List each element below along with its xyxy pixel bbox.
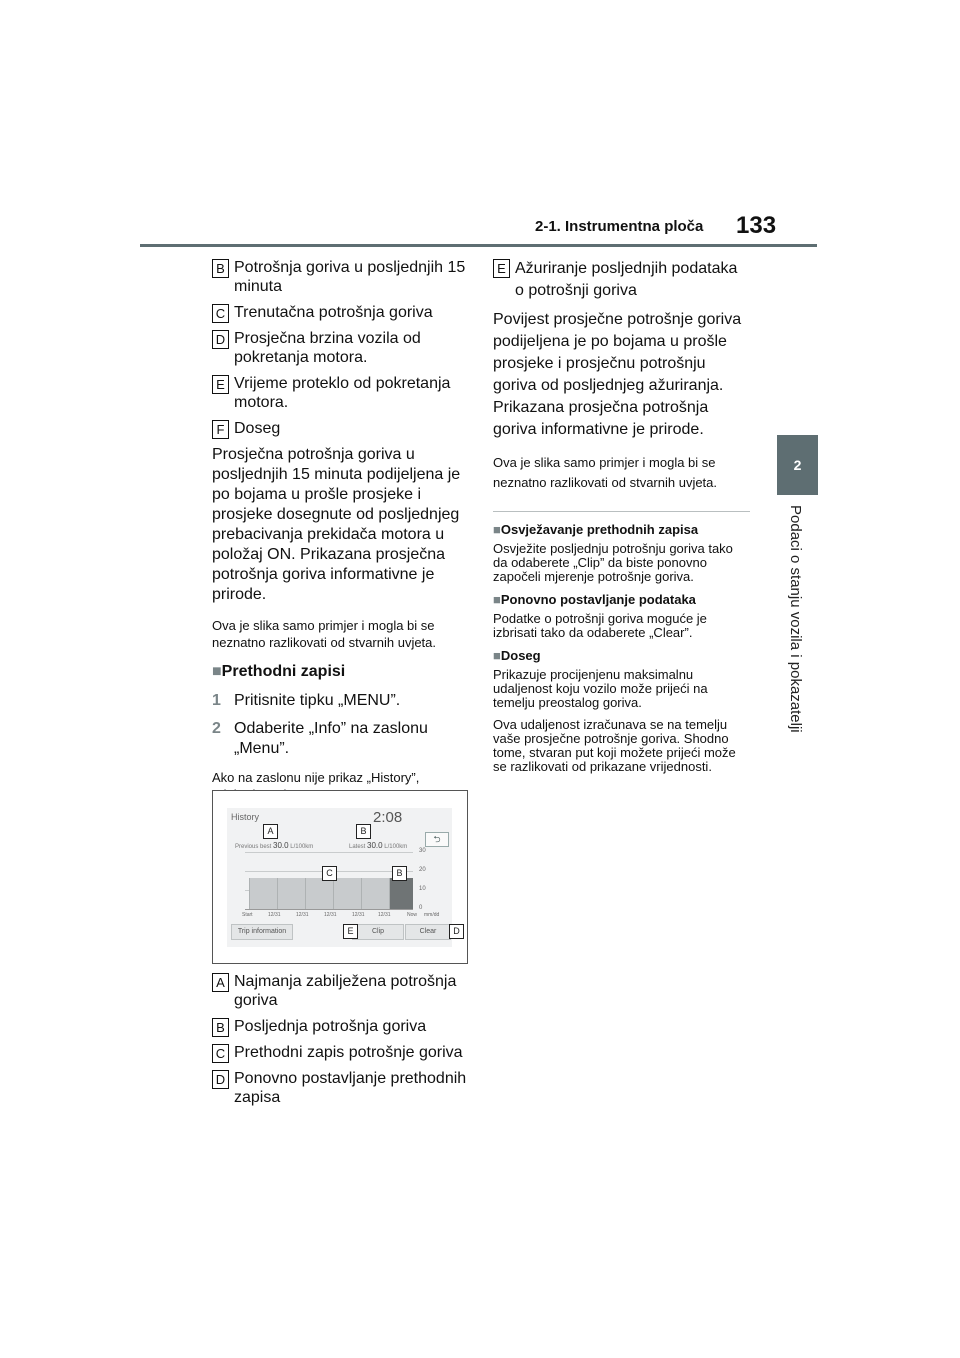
legend-text: Potrošnja goriva u posljednjih 15 minuta	[234, 259, 466, 295]
legend-item-e	[212, 374, 472, 412]
section-heading: ■Doseg	[493, 648, 541, 663]
history-screen	[227, 808, 460, 947]
legend-text: Trenutačna potrošnja goriva	[234, 304, 433, 321]
body-paragraph: Prosječna potrošnja goriva u posljednjih 15 minuta podijeljena je po bojama u prošle prosjeke i prosjeke dosegnute od posljednjeg prebacivanja prekidača motora u položaj ON. Prikazana prosječna potrošnja goriva informativne je prirode.	[212, 446, 461, 603]
callout-e: E	[343, 924, 358, 939]
section-text: Osvježite posljednju potrošnju goriva tako da odaberete „Clip” da biste ponovno započeli mjerenje potrošnje goriva.	[493, 541, 733, 584]
step-text: Pritisnite tipku „MENU”.	[234, 692, 401, 709]
reset-section	[493, 592, 750, 640]
legend-item-e	[493, 258, 750, 302]
y-tick: 0	[419, 905, 423, 911]
legend-text: Prosječna brzina vozila od pokretanja motora.	[234, 330, 421, 366]
grid-baseline	[245, 909, 413, 910]
image-note: Ova je slika samo primjer i mogla bi se neznatno razlikovati od stvarnih uvjeta.	[493, 455, 718, 490]
y-tick: 30	[419, 848, 426, 854]
x-tick: 12/31	[378, 912, 391, 918]
step-text: Odaberite „Info” na zaslonu „Menu”.	[234, 720, 428, 757]
y-tick: 20	[419, 867, 426, 873]
history-bar	[305, 878, 333, 909]
clear-button[interactable]: Clear	[405, 924, 451, 940]
legend-item-c	[212, 1043, 472, 1062]
legend-text: Posljednja potrošnja goriva	[234, 1018, 427, 1035]
chapter-tab: 2	[777, 435, 818, 495]
section-text: Podatke o potrošnji goriva moguće je izbrisati tako da odaberete „Clear”.	[493, 611, 707, 640]
chapter-title: Podaci o stanju vozila i pokazatelji	[787, 505, 804, 733]
legend-text: Doseg	[234, 420, 281, 437]
range-section	[493, 648, 750, 774]
legend-text: Najmanja zabilježena potrošnja goriva	[234, 973, 457, 1009]
trip-information-button[interactable]: Trip information	[231, 924, 293, 940]
legend-text: Ažuriranje posljednjih podataka o potrošnji goriva	[515, 260, 738, 299]
screen-title: History	[231, 812, 260, 822]
callout-c: C	[322, 866, 337, 881]
legend-item-a	[212, 972, 472, 1010]
label-box: F	[212, 420, 229, 439]
section-divider	[493, 511, 750, 512]
step-2	[212, 719, 472, 759]
label-box: B	[212, 1018, 229, 1037]
section-heading: ■Osvježavanje prethodnih zapisa	[493, 522, 699, 537]
legend-text: Prethodni zapis potrošnje goriva	[234, 1044, 463, 1061]
section-heading: ■Prethodni zapisi	[212, 663, 346, 680]
legend-item-b	[212, 258, 472, 296]
x-tick: 12/31	[296, 912, 309, 918]
section-title: 2-1. Instrumentna ploča	[535, 218, 704, 235]
square-bullet-icon: ■	[493, 522, 501, 537]
label-box: A	[212, 973, 229, 992]
x-tick: mm/dd	[424, 912, 440, 918]
back-button[interactable]: ⮌	[425, 832, 449, 847]
step-1	[212, 691, 472, 711]
section-text: Prikazuje procijenjenu maksimalnu udaljenost koju vozilo može prijeći na temelju preostalog goriva.	[493, 667, 708, 710]
history-bar	[361, 878, 389, 909]
section-heading: ■Ponovno postavljanje podataka	[493, 592, 696, 607]
callout-b: B	[356, 824, 371, 839]
callout-a: A	[263, 824, 278, 839]
latest-stat: Latest 30.0 L/100km	[349, 841, 408, 850]
square-bullet-icon: ■	[212, 663, 222, 680]
history-bar	[249, 878, 277, 909]
label-box: C	[212, 304, 229, 323]
clip-button[interactable]: Clip	[352, 924, 404, 940]
legend-text: Vrijeme proteklo od pokretanja motora.	[234, 375, 451, 411]
label-box: C	[212, 1044, 229, 1063]
refresh-section	[493, 522, 750, 584]
legend-text: Ponovno postavljanje prethodnih zapisa	[234, 1070, 467, 1106]
legend-item-b	[212, 1017, 472, 1036]
page-number: 133	[736, 212, 777, 239]
previous-best-stat: Previous best 30.0 L/100km	[235, 841, 314, 850]
label-box: D	[212, 330, 229, 349]
square-bullet-icon: ■	[493, 648, 501, 663]
label-box: D	[212, 1070, 229, 1089]
left-column-top	[212, 258, 472, 815]
square-bullet-icon: ■	[493, 592, 501, 607]
history-bar	[277, 878, 305, 909]
left-column-bottom	[212, 972, 472, 1114]
legend-item-f	[212, 419, 472, 438]
step-number: 2	[212, 720, 221, 737]
step-number: 1	[212, 692, 221, 709]
image-note: Ova je slika samo primjer i mogla bi se neznatno razlikovati od stvarnih uvjeta.	[212, 618, 437, 650]
label-box: E	[212, 375, 229, 394]
consumption-graph	[245, 852, 413, 910]
x-tick: 12/31	[268, 912, 281, 918]
history-screen-figure	[212, 790, 468, 964]
grid-line	[245, 852, 413, 853]
x-tick: Now	[407, 912, 418, 918]
legend-item-c	[212, 303, 472, 322]
label-box: B	[212, 259, 229, 278]
callout-b: B	[392, 866, 407, 881]
latest-bar	[389, 878, 413, 909]
body-paragraph: Povijest prosječne potrošnje goriva podijeljena je po bojama u prošle prosjeke i prosječnu potrošnju goriva od posljednjeg ažuriranja. Prikazana prosječna potrošnja goriva informativne je prirode.	[493, 311, 742, 438]
legend-item-d	[212, 1069, 472, 1107]
x-tick: 12/31	[324, 912, 337, 918]
header-divider	[140, 244, 817, 247]
callout-d: D	[449, 924, 464, 939]
y-tick: 10	[419, 886, 426, 892]
history-note: Ako na zaslonu nije prikaz „History”,	[212, 770, 420, 785]
clock: 2:08	[373, 809, 403, 826]
right-column	[493, 258, 750, 782]
x-tick: 12/31	[352, 912, 365, 918]
label-box: E	[493, 259, 510, 278]
section-text: Ova udaljenost izračunava se na temelju vaše prosječne potrošnje goriva. Shodno tome, stvaran put koji možete prijeći može se razlikovati od prikazane vrijednosti.	[493, 717, 736, 774]
x-tick: Start	[242, 912, 253, 918]
history-bar	[333, 878, 361, 909]
legend-item-d	[212, 329, 472, 367]
